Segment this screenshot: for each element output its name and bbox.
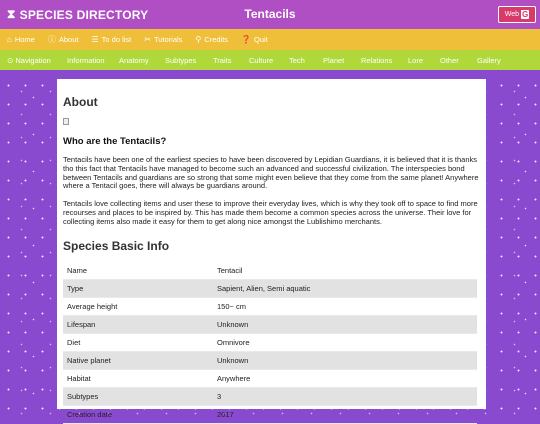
nav-subtypes[interactable]: Subtypes [165,55,197,65]
menu-item-quit[interactable] [234,35,268,44]
table-row [63,297,477,315]
row-value: Anywhere [213,369,477,387]
brand-label: SPECIES DIRECTORY [19,7,149,22]
row-value: Omnivore [213,333,477,351]
nav-navigation[interactable] [7,56,51,65]
nav-tech[interactable]: Tech [289,55,305,65]
menu-item-label: Home [14,35,35,44]
main-content [57,79,486,419]
row-value: 2017 [213,405,477,423]
tools-icon: ✂ [144,35,151,44]
menu-item-label: To do list [101,35,132,44]
hourglass-icon: ⧗ [7,7,16,21]
table-row [63,387,477,405]
nav-anatomy[interactable]: Anatomy [119,55,149,65]
table-row [63,333,477,351]
search-icon: ⚲ [195,35,202,44]
top-bar [0,0,540,29]
main-menu [0,29,540,50]
about-paragraph-2: Tentacils love collecting items and user these to improve their everyday lives, which is why they took off to space to find more recourses and places to be inspired by. This has made them become a common species across the universe. Their love for collecting items also made it easy for them to get along nice amongst the Lublishimo merchants. [63,199,478,226]
about-paragraph-1: Tentacils have been one of the earliest species to have been discovered by Lepidian Guardians, it is believed that it is thanks tho this fact that Tentacils have managed to become such an advanced and successful civilization. The interspecies bond between Tentacils and guardians are so strong that some might even believe that they come from the same planet! Anywhere where a Tentacil goes, there will always be guardians around. [63,155,479,191]
row-key: Habitat [63,369,213,387]
basic-info-heading: Species Basic Info [63,238,170,253]
list-icon: ☰ [91,35,99,44]
menu-item-label: Credits [204,35,229,44]
nav-lore[interactable]: Lore [408,55,424,65]
menu-item-label: Tutorials [153,35,183,44]
question-icon: ❓ [241,35,252,44]
menu-item-credits[interactable] [188,35,228,44]
menu-item-todo[interactable] [84,35,131,44]
menu-item-tutorials[interactable] [137,35,182,44]
nav-planet[interactable]: Planet [323,55,345,65]
language-label: Web [504,11,520,18]
nav-gallery[interactable]: Gallery [477,55,501,65]
home-icon: ⌂ [7,35,12,44]
nav-item-label: Navigation [15,55,51,65]
row-key: Name [63,262,213,280]
row-key: Diet [63,333,213,351]
menu-item-label: Quit [254,35,268,44]
row-value: 150~ cm [213,297,477,315]
table-row [63,315,477,333]
row-value: Unknown [213,351,477,369]
language-button[interactable] [498,6,536,23]
page-title: Tentacils [244,7,296,21]
row-value: 3 [213,387,477,405]
row-key: Average height [63,297,213,315]
species-nav [0,50,540,70]
broken-image-icon [63,118,69,125]
menu-item-home[interactable] [0,35,35,44]
info-icon: ⓘ [47,35,56,44]
table-row [63,405,477,423]
google-translate-icon: G [522,10,529,19]
brand-link[interactable] [7,0,148,29]
who-heading: Who are the Tentacils? [63,136,167,147]
row-key: Type [63,279,213,297]
about-heading: About [63,95,98,109]
row-value: Tentacil [213,262,477,280]
compass-icon: ⊙ [7,55,14,65]
table-row [63,262,477,280]
table-row [63,279,477,297]
menu-item-label: About [58,35,79,44]
row-value: Unknown [213,315,477,333]
row-value: Sapient, Alien, Semi aquatic [213,279,477,297]
nav-information[interactable]: Information [67,55,105,65]
nav-traits[interactable]: Traits [213,55,232,65]
nav-relations[interactable]: Relations [361,55,393,65]
table-row [63,351,477,369]
table-row [63,369,477,387]
nav-culture[interactable]: Culture [249,55,274,65]
nav-other[interactable]: Other [440,55,459,65]
row-key: Lifespan [63,315,213,333]
menu-item-about[interactable] [41,34,79,45]
row-key: Creation date [63,405,213,423]
basic-info-table [63,262,477,424]
row-key: Native planet [63,351,213,369]
row-key: Subtypes [63,387,213,405]
